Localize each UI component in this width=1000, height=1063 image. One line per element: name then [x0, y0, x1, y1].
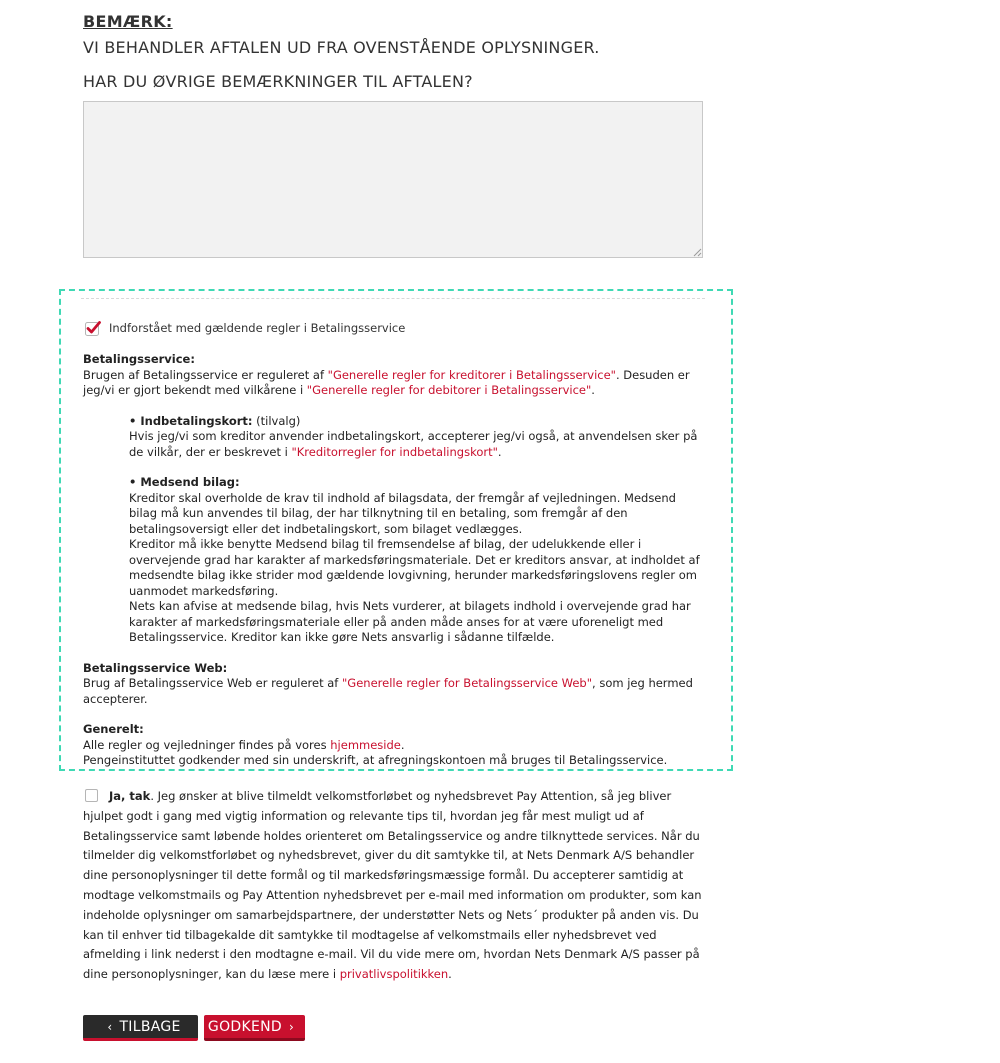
general-heading: Generelt: — [83, 722, 144, 736]
back-button[interactable] — [83, 1015, 198, 1041]
attach-heading: • Medsend bilag: — [129, 475, 240, 489]
consent-end: . — [448, 967, 452, 982]
bs-paragraph — [83, 368, 703, 399]
checkmark-icon[interactable] — [85, 320, 101, 336]
chevron-right-icon: › — [288, 1019, 295, 1034]
back-button-label: TILBAGE — [119, 1018, 181, 1035]
bs-text-2: . Desuden er jeg/vi er gjort bekendt med vilkårene i — [83, 367, 690, 397]
note-text: VI BEHANDLER AFTALEN UD FRA OVENSTÅENDE OPLYSNINGER. — [83, 38, 600, 57]
resize-grip-icon[interactable] — [692, 247, 702, 257]
homepage-link[interactable]: hjemmeside — [330, 737, 401, 752]
consent-text: . Jeg ønsker at blive tilmeldt velkomstforløbet og nyhedsbrevet Pay Attention, så jeg bliver hjulpet godt i gang med vigtig information og relevante tips til, hvordan jeg får mest muligt ud af Betalingsservice samt løbende holdes orienteret om Betalingsservice og andre tilknyttede services. Når du tilmelder dig velkomstforløbet og nyhedsbrevet, giver du dit samtykke til, at Nets Denmark A/S behandler dine personoplysninger til dette formål og til markedsføringsmæssige formål. Du accepterer samtidig at modtage velkomstmails og Pay Attention nyhedsbrevet per e-mail med information om produkter, som kan indeholde oplysninger om samarbejdspartnere, der understøtter Nets og Nets´ produkter på anden vis. Du kan til enhver tid tilbagekalde dit samtykke til modtagelse af velkomstmails eller nyhedsbrevet ved afmelding i link nederst i den modtagne e-mail. Vil du vide mere om, hvordan Nets Denmark A/S passer på dine personoplysninger, kan du læse mere i — [83, 789, 702, 982]
attach-text-1: Kreditor skal overholde de krav til indhold af bilagsdata, der fremgår af vejledningen. Medsend bilag må kun anvendes til bilag, der har tilknytning til en betaling, som fremgår af den betalingsoversigt eller det indbetalingskort, som bilaget vedlægges. — [129, 490, 676, 536]
card-rules-link[interactable]: "Kreditorregler for indbetalingskort" — [291, 444, 498, 459]
general-text-3: Pengeinstituttet godkender med sin underskrift, at afregningskontoen må bruges til Betalingsservice. — [83, 753, 668, 767]
terms-checkbox-label[interactable]: Indforstået med gældende regler i Betalingsservice — [109, 321, 406, 335]
card-heading: • Indbetalingskort: — [129, 413, 253, 428]
consent-lead[interactable]: Ja, tak — [109, 789, 151, 803]
attach-text-3: Nets kan afvise at medsende bilag, hvis Nets vurderer, at bilagets indhold i overvejende grad har karakter af markedsføringsmateriale eller på anden måde anses for at være uforeneligt med Betalingsservice. Kreditor kan ikke gøre Nets ansvarlig i sådanne tilfælde. — [129, 599, 691, 644]
bs-text-3: . — [591, 383, 595, 397]
divider — [81, 298, 705, 299]
approve-button-label: GODKEND — [207, 1018, 282, 1035]
attach-text-2: Kreditor må ikke benytte Medsend bilag til fremsendelse af bilag, der udelukkende eller i overvejende grad har karakter af markedsføringsmateriale. Det er kreditors ansvar, at indholdet af medsendte bilag ikke strider mod gældende lovgivning, herunder markedsføringslovens regler om uanmodet markedsføring. — [129, 537, 700, 598]
general-text-2: . — [400, 737, 405, 752]
debtor-rules-link[interactable]: "Generelle regler for debitorer i Betalingsservice" — [306, 383, 592, 397]
terms-text — [83, 352, 703, 769]
remarks-question: HAR DU ØVRIGE BEMÆRKNINGER TIL AFTALEN? — [83, 72, 473, 91]
web-heading: Betalingsservice Web: — [83, 660, 228, 675]
privacy-policy-link[interactable]: privatlivspolitikken — [339, 967, 449, 982]
card-optional: (tilvalg) — [252, 413, 301, 428]
web-text-1: Brug af Betalingsservice Web er reguleret af — [83, 676, 343, 690]
newsletter-consent — [83, 787, 707, 985]
approve-button[interactable] — [204, 1015, 305, 1041]
creditor-rules-link[interactable]: "Generelle regler for kreditorer i Betalingsservice" — [327, 367, 616, 382]
note-title: BEMÆRK: — [83, 12, 173, 31]
bs-heading: Betalingsservice: — [83, 352, 195, 366]
card-text-1: Hvis jeg/vi som kreditor anvender indbetalingskort, accepterer jeg/vi også, at anvendelsen sker på de vilkår, der er beskrevet i — [129, 429, 698, 459]
general-text-1: Alle regler og vejledninger findes på vores — [83, 737, 331, 752]
chevron-left-icon: ‹ — [107, 1019, 113, 1034]
remarks-textarea[interactable] — [83, 101, 703, 258]
web-rules-link[interactable]: "Generelle regler for Betalingsservice Web" — [342, 676, 593, 690]
web-text-2: , som jeg hermed accepterer. — [83, 676, 693, 706]
card-section — [129, 414, 703, 646]
bs-text-1: Brugen af Betalingsservice er reguleret af — [83, 367, 328, 382]
card-text-2: . — [497, 444, 502, 459]
